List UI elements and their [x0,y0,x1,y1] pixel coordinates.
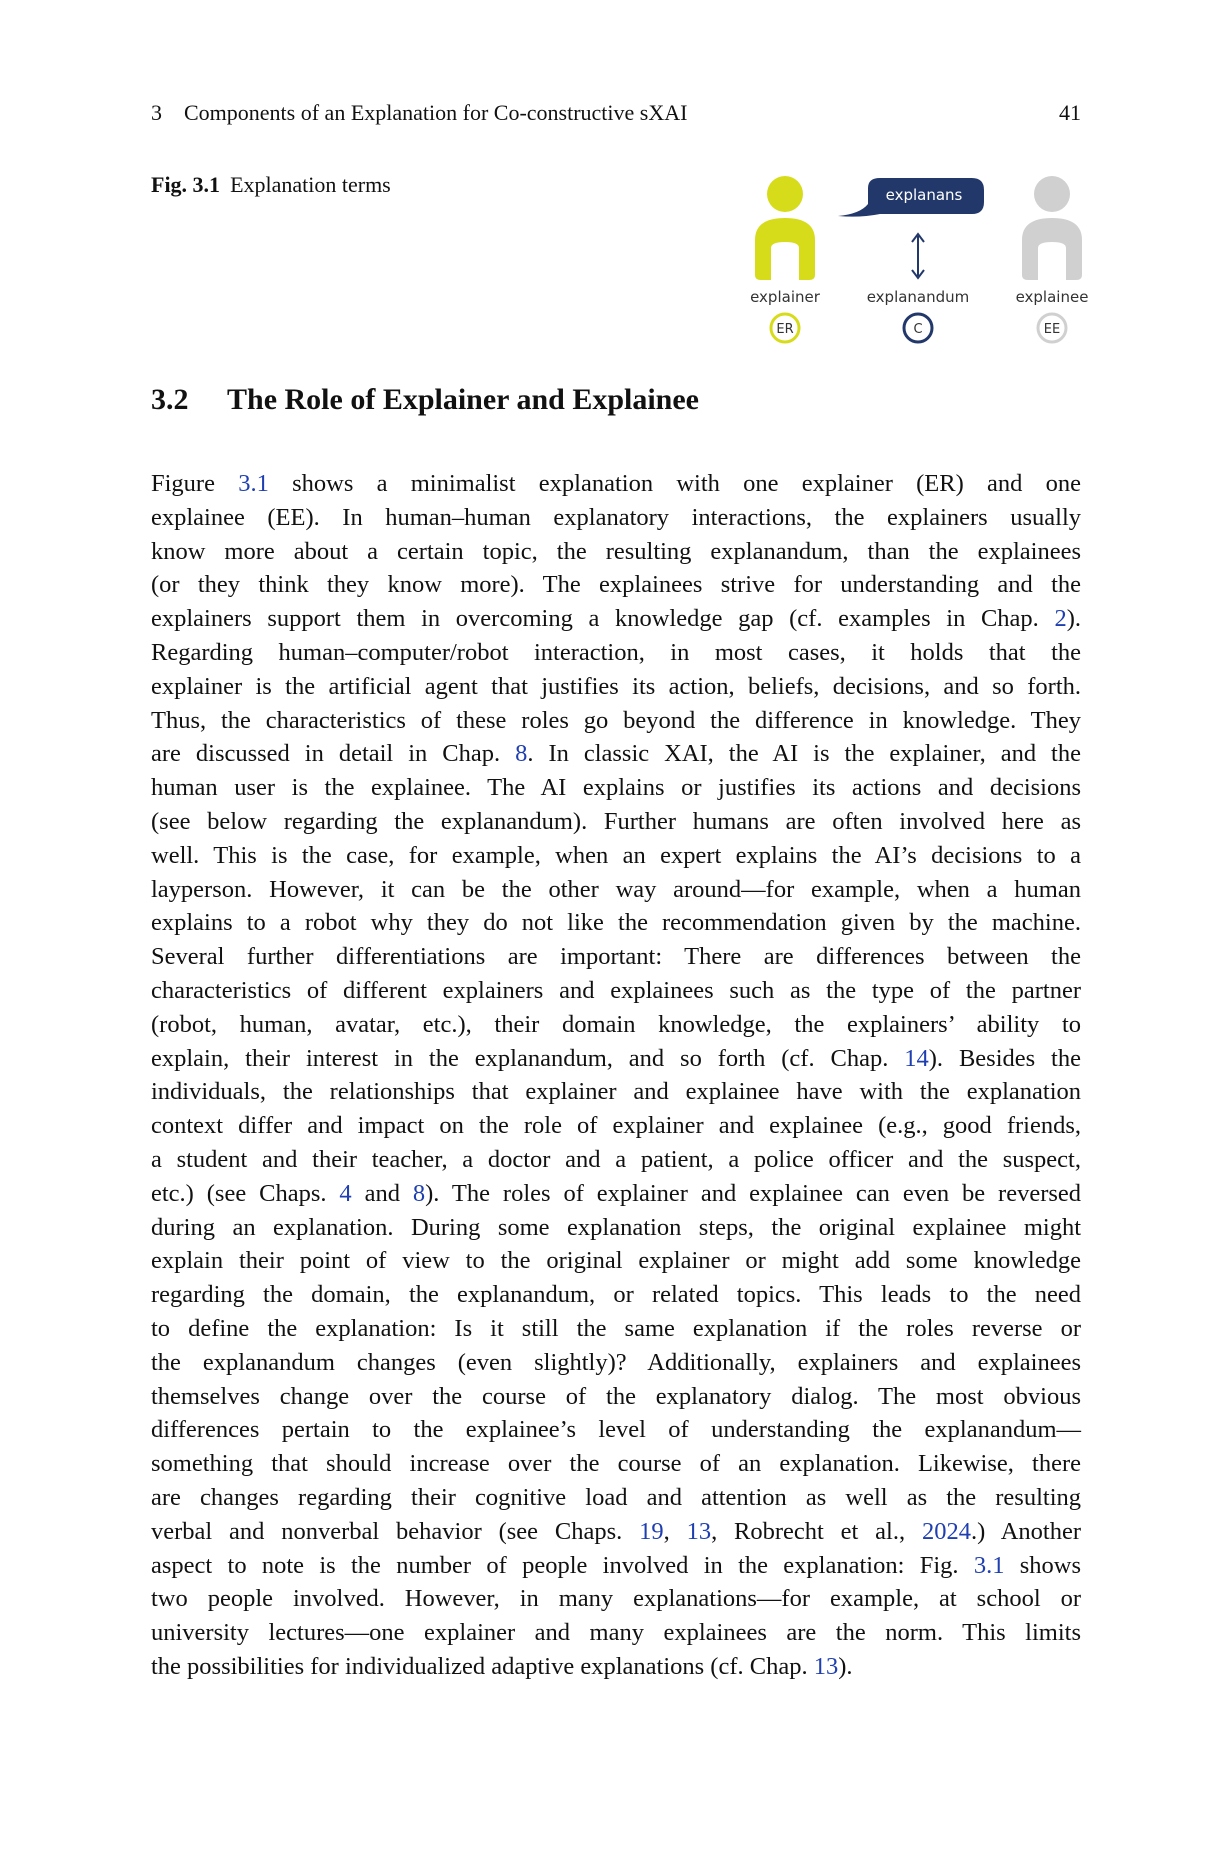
text-run: etc.) (see Chaps. [151,1179,340,1207]
text-line [151,670,1081,704]
explanation-terms-figure [740,170,1100,350]
cross-reference-link[interactable]: 13 [686,1517,712,1545]
explainer-label: explainer [750,288,820,306]
figure-caption [151,172,391,198]
text-line [151,974,1081,1008]
running-header [151,100,1081,126]
text-run: context differ and impact on the role of explainer and explainee (e.g., good friends, [151,1112,1081,1140]
text-line [151,906,1081,940]
cross-reference-link[interactable]: 19 [639,1517,664,1545]
text-line [151,1515,1081,1549]
text-run: differences pertain to the explainee’s level of understanding the explanandum— [151,1416,1081,1444]
chapter-number: 3 [151,100,162,125]
text-run: university lectures—one explainer and many explainees are the norm. This limits [151,1619,1081,1647]
text-line [151,1143,1081,1177]
text-run: explainer is the artificial agent that justifies its action, beliefs, decisions, and so forth. [151,672,1081,700]
text-run: Figure [151,470,239,497]
text-run: human user is the explainee. The AI explains or justifies its actions and decisions [151,774,1081,802]
text-line [151,1481,1081,1515]
text-run: ). [838,1652,853,1680]
text-run: ). [1066,605,1081,633]
text-line [151,1650,1081,1684]
chapter-title: Components of an Explanation for Co-constructive sXAI [184,100,688,125]
explainer-badge [771,314,799,342]
text-run: the possibilities for individualized adaptive explanations (cf. Chap. [151,1652,814,1680]
text-run: something that should increase over the course of an explanation. Likewise, there [151,1450,1081,1478]
text-run: Thus, the characteristics of these roles go beyond the difference in knowledge. They [151,706,1081,734]
text-run: shows a minimalist explanation with one explainer (ER) and one [268,470,1082,497]
cross-reference-link[interactable]: 2 [1054,605,1067,633]
text-line [151,805,1081,839]
section-heading [151,383,699,417]
explanandum-label: explanandum [866,288,970,306]
text-run: themselves change over the course of the explanatory dialog. The most obvious [151,1382,1081,1410]
text-run: to define the explanation: Is it still the same explanation if the roles reverse or [151,1314,1081,1342]
text-run: shows [1004,1551,1081,1579]
text-run: , [663,1517,687,1545]
explainer-person-icon [755,176,815,280]
text-run: layperson. However, it can be the other way around—for example, when a human [151,875,1081,903]
cross-reference-link[interactable]: 8 [515,740,528,768]
text-run: aspect to note is the number of people involved in the explanation: Fig. [151,1551,974,1579]
explanans-label: explanans [885,186,963,204]
text-line [151,1549,1081,1583]
text-run: (or they think they know more). The explainees strive for understanding and the [151,571,1081,599]
text-line [151,1177,1081,1211]
double-arrow-icon [912,234,924,278]
text-run: (robot, human, avatar, etc.), their domain knowledge, the explainers’ ability to [151,1010,1081,1038]
text-run: explain their point of view to the original explainer or might add some knowledge [151,1247,1081,1275]
text-run: explainers support them in overcoming a knowledge gap (cf. examples in Chap. [151,605,1055,633]
text-run: (see below regarding the explanandum). Further humans are often involved here as [151,807,1081,835]
text-line [151,568,1081,602]
text-run: the explanandum changes (even slightly)? Additionally, explainers and explainees [151,1348,1081,1376]
text-line [151,1244,1081,1278]
text-line [151,1447,1081,1481]
text-line [151,1278,1081,1312]
text-run: and [351,1179,413,1207]
section-title: The Role of Explainer and Explainee [227,383,700,416]
text-run: individuals, the relationships that explainer and explainee have with the explanation [151,1078,1081,1106]
text-line [151,1008,1081,1042]
explanandum-badge [904,314,932,342]
explanandum-abbr: C [913,322,923,337]
explanans-bubble [838,178,984,217]
text-line [151,1346,1081,1380]
text-run: .) Another [970,1517,1082,1545]
text-run: ). Besides the [928,1044,1081,1072]
text-run: are discussed in detail in Chap. [151,740,516,768]
cross-reference-link[interactable]: 14 [904,1044,929,1072]
text-run: during an explanation. During some explanation steps, the original explainee might [151,1213,1081,1241]
text-run: two people involved. However, in many explanations—for example, at school or [151,1585,1081,1613]
text-run: regarding the domain, the explanandum, or related topics. This leads to the need [151,1281,1081,1309]
text-line [151,1211,1081,1245]
text-line [151,1616,1081,1650]
section-number: 3.2 [151,383,189,416]
text-run: , Robrecht et al., [711,1517,922,1545]
text-line [151,636,1081,670]
explainee-badge [1038,314,1066,342]
explainee-abbr: EE [1043,322,1061,337]
text-line [151,940,1081,974]
text-line [151,737,1081,771]
text-run: explain, their interest in the explanandum, and so forth (cf. Chap. [151,1044,905,1072]
cross-reference-link[interactable]: 13 [813,1652,839,1680]
text-line [151,704,1081,738]
text-run: well. This is the case, for example, when an expert explains the AI’s decisions to a [151,841,1081,869]
figure-caption-text: Explanation terms [230,172,391,197]
text-line [151,1312,1081,1346]
text-run: explains to a robot why they do not like the recommendation given by the machine. [151,909,1081,937]
text-line [151,501,1081,535]
text-run: a student and their teacher, a doctor and a patient, a police officer and the suspect, [151,1145,1081,1173]
text-run: Several further differentiations are important: There are differences between the [151,943,1081,971]
text-run: explainee (EE). In human–human explanatory interactions, the explainers usually [151,503,1081,531]
cross-reference-link[interactable]: 3.1 [973,1551,1005,1579]
text-line [151,771,1081,805]
explainee-label: explainee [1015,288,1089,306]
body-text [151,467,1081,1684]
text-run: . In classic XAI, the AI is the explainer, and the [527,740,1081,768]
text-line [151,1042,1081,1076]
figure-label: Fig. 3.1 [151,172,221,197]
text-line [151,839,1081,873]
cross-reference-link[interactable]: 4 [339,1179,352,1207]
text-run: ). The roles of explainer and explainee can even be reversed [425,1179,1082,1207]
page-number: 41 [1059,100,1081,125]
explainee-person-icon [1022,176,1082,280]
text-run: verbal and nonverbal behavior (see Chaps. [151,1517,640,1545]
cross-reference-link[interactable]: 3.1 [238,470,269,497]
running-title [151,100,687,126]
text-line [151,873,1081,907]
text-line [151,1413,1081,1447]
cross-reference-link[interactable]: 2024 [921,1517,971,1545]
text-line [151,1582,1081,1616]
text-line [151,1380,1081,1414]
text-run: are changes regarding their cognitive load and attention as well as the resulting [151,1483,1081,1511]
text-line [151,1075,1081,1109]
text-line [151,1109,1081,1143]
text-line [151,535,1081,569]
explainer-abbr: ER [776,322,794,337]
text-line [151,602,1081,636]
text-run: Regarding human–computer/robot interaction, in most cases, it holds that the [151,638,1081,666]
cross-reference-link[interactable]: 8 [412,1179,426,1207]
text-run: know more about a certain topic, the resulting explanandum, than the explainees [151,537,1081,565]
text-run: characteristics of different explainers and explainees such as the type of the partner [151,976,1081,1004]
text-line [151,467,1081,501]
